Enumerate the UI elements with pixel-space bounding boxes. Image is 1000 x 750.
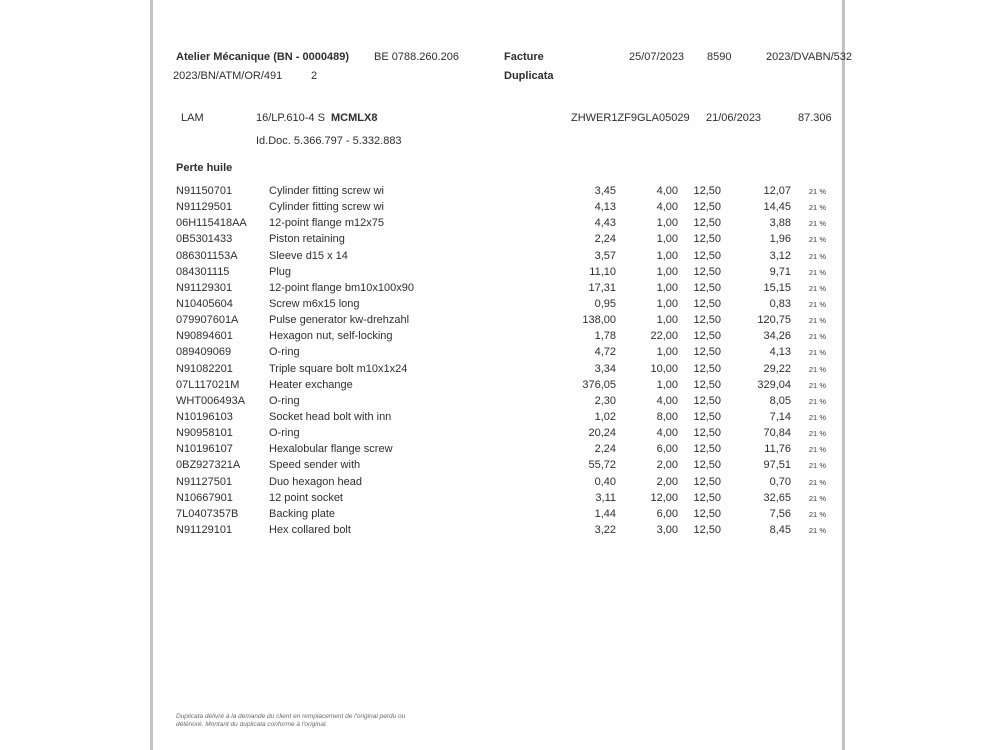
table-row xyxy=(176,361,826,377)
cell-part: N10196103 xyxy=(176,410,233,423)
cell-qty: 1,00 xyxy=(656,314,678,327)
cell-qty: 4,00 xyxy=(656,427,678,440)
cell-price: 4,43 xyxy=(594,217,616,230)
cell-rate: 12,50 xyxy=(693,427,721,440)
cell-rate: 12,50 xyxy=(693,281,721,294)
cell-price: 3,57 xyxy=(594,249,616,262)
cell-rate: 12,50 xyxy=(693,523,721,536)
cell-desc: Hex collared bolt xyxy=(269,523,351,536)
cell-vat: 21 % xyxy=(808,299,826,309)
cell-total: 12,07 xyxy=(763,185,791,197)
cell-price: 376,05 xyxy=(582,378,616,391)
vat-number: BE 0788.260.206 xyxy=(374,51,460,63)
cell-qty: 4,00 xyxy=(656,201,678,214)
cell-desc: Cylinder fitting screw wi xyxy=(269,185,384,197)
cell-part: 7L0407357B xyxy=(176,507,239,520)
company-name: Atelier Mécanique (BN - 0000489) xyxy=(176,51,350,63)
cell-rate: 12,50 xyxy=(693,443,721,456)
cell-total: 8,05 xyxy=(769,394,791,407)
cell-price: 3,45 xyxy=(594,185,616,197)
cell-total: 9,71 xyxy=(769,265,791,278)
cell-total: 7,14 xyxy=(769,410,791,423)
cell-desc: Backing plate xyxy=(269,507,336,520)
cell-total: 0,83 xyxy=(769,297,791,310)
cell-desc: 12-point flange bm10x100x90 xyxy=(269,281,414,294)
parts-table xyxy=(176,183,826,538)
table-row xyxy=(176,474,826,490)
cell-part: N10405604 xyxy=(176,297,233,310)
cell-vat: 21 % xyxy=(808,235,826,245)
table-row xyxy=(176,344,826,360)
cell-part: 0BZ927321A xyxy=(176,459,241,472)
cell-desc: Plug xyxy=(269,265,292,278)
cell-qty: 4,00 xyxy=(656,394,678,407)
cell-vat: 21 % xyxy=(808,348,826,358)
cell-price: 1,02 xyxy=(594,410,616,423)
cell-rate: 12,50 xyxy=(693,410,721,423)
cell-total: 120,75 xyxy=(757,314,791,327)
cell-price: 20,24 xyxy=(588,427,616,440)
cell-desc: O-ring xyxy=(269,427,300,440)
cell-part: 079907601A xyxy=(176,314,239,327)
cell-qty: 2,00 xyxy=(656,475,678,488)
cell-part: N91129101 xyxy=(176,523,233,536)
cell-rate: 12,50 xyxy=(693,233,721,246)
table-row xyxy=(176,264,826,280)
cell-rate: 12,50 xyxy=(693,459,721,472)
table-row xyxy=(176,425,826,441)
table-row xyxy=(176,248,826,264)
cell-desc: Piston retaining xyxy=(269,233,345,246)
cell-price: 138,00 xyxy=(582,314,616,327)
cell-part: N91150701 xyxy=(176,185,233,197)
table-row xyxy=(176,377,826,393)
cell-total: 70,84 xyxy=(763,427,791,440)
cell-price: 17,31 xyxy=(588,281,616,294)
vehicle-mileage: 87.306 xyxy=(798,112,832,124)
cell-rate: 12,50 xyxy=(693,362,721,375)
cell-total: 329,04 xyxy=(757,378,791,391)
cell-price: 2,24 xyxy=(594,443,616,456)
cell-desc: Triple square bolt m10x1x24 xyxy=(269,362,408,375)
invoice-number: 8590 xyxy=(707,51,732,63)
cell-vat: 21 % xyxy=(808,364,826,374)
cell-vat: 21 % xyxy=(808,461,826,471)
table-row xyxy=(176,490,826,506)
cell-desc: Heater exchange xyxy=(269,378,353,391)
table-row xyxy=(176,231,826,247)
cell-vat: 21 % xyxy=(808,412,826,422)
table-row xyxy=(176,199,826,215)
cell-vat: 21 % xyxy=(808,283,826,293)
cell-rate: 12,50 xyxy=(693,394,721,407)
duplicate-notice xyxy=(176,713,405,729)
cell-total: 14,45 xyxy=(763,201,791,214)
cell-price: 55,72 xyxy=(588,459,616,472)
cell-desc: Hexalobular flange screw xyxy=(269,443,393,456)
cell-price: 1,44 xyxy=(594,507,616,520)
cell-qty: 10,00 xyxy=(650,362,678,375)
duplicate-notice-line1: Duplicata délivré à la demande du client en remplacement de l'original perdu ou xyxy=(176,713,406,720)
cell-total: 7,56 xyxy=(769,507,791,520)
cell-total: 3,12 xyxy=(769,249,791,262)
cell-vat: 21 % xyxy=(808,203,826,213)
table-row xyxy=(176,409,826,425)
cell-part: N91129301 xyxy=(176,281,233,294)
id-doc: Id.Doc. 5.366.797 - 5.332.883 xyxy=(256,135,402,147)
cell-part: N91127501 xyxy=(176,475,233,488)
cell-total: 15,15 xyxy=(763,281,791,294)
table-row xyxy=(176,183,826,199)
cell-qty: 1,00 xyxy=(656,233,678,246)
invoice-date: 25/07/2023 xyxy=(629,51,685,63)
table-row xyxy=(176,296,826,312)
cell-rate: 12,50 xyxy=(693,249,721,262)
cell-price: 2,30 xyxy=(594,394,616,407)
cell-part: N90894601 xyxy=(176,330,233,343)
cell-total: 3,88 xyxy=(769,217,791,230)
cell-total: 8,45 xyxy=(769,523,791,536)
table-row xyxy=(176,457,826,473)
cell-part: N91129501 xyxy=(176,201,233,214)
cell-qty: 1,00 xyxy=(656,378,678,391)
cell-vat: 21 % xyxy=(808,251,826,261)
cell-desc: 12-point flange m12x75 xyxy=(269,217,384,230)
cell-rate: 12,50 xyxy=(693,346,721,359)
cell-vat: 21 % xyxy=(808,187,826,196)
cell-rate: 12,50 xyxy=(693,185,721,197)
cell-price: 0,40 xyxy=(594,475,616,488)
table-row xyxy=(176,441,826,457)
cell-part: N10667901 xyxy=(176,491,233,504)
vehicle-code2: 16/LP.610-4 S xyxy=(256,112,325,124)
duplicate-notice-line2: détérioré. Montant du duplicata conforme à l'original. xyxy=(176,721,328,728)
cell-rate: 12,50 xyxy=(693,217,721,230)
cell-total: 29,22 xyxy=(763,362,791,375)
cell-total: 11,76 xyxy=(764,443,791,456)
cell-rate: 12,50 xyxy=(693,507,721,520)
doc-type-label: Facture xyxy=(504,51,544,63)
vehicle-vin: ZHWER1ZF9GLA05029 xyxy=(571,112,690,124)
table-row xyxy=(176,506,826,522)
cell-total: 32,65 xyxy=(763,491,791,504)
invoice-ref: 2023/DVABN/532 xyxy=(766,51,853,63)
vehicle-date: 21/06/2023 xyxy=(706,112,762,124)
cell-vat: 21 % xyxy=(808,380,826,390)
table-row xyxy=(176,215,826,231)
cell-price: 1,78 xyxy=(594,330,616,343)
cell-part: 089409069 xyxy=(176,346,232,359)
cell-vat: 21 % xyxy=(808,445,826,455)
parts-table-body xyxy=(176,183,826,538)
cell-qty: 6,00 xyxy=(656,507,678,520)
cell-price: 3,22 xyxy=(594,523,616,536)
cell-qty: 4,00 xyxy=(656,185,678,197)
table-row xyxy=(176,280,826,296)
table-row xyxy=(176,522,826,538)
cell-total: 0,70 xyxy=(769,475,791,488)
cell-part: 086301153A xyxy=(176,249,238,262)
cell-desc: 12 point socket xyxy=(269,491,343,504)
cell-price: 4,72 xyxy=(594,346,616,359)
cell-qty: 1,00 xyxy=(656,281,678,294)
cell-vat: 21 % xyxy=(808,396,826,406)
vehicle-code1: LAM xyxy=(181,112,204,124)
cell-rate: 12,50 xyxy=(693,491,721,504)
cell-part: 06H115418AA xyxy=(176,217,247,230)
table-row xyxy=(176,393,826,409)
section-title: Perte huile xyxy=(176,162,233,174)
cell-price: 3,34 xyxy=(594,362,616,375)
cell-part: N90958101 xyxy=(176,427,233,440)
cell-vat: 21 % xyxy=(808,316,826,326)
cell-qty: 8,00 xyxy=(656,410,678,423)
cell-price: 11,10 xyxy=(589,265,616,278)
cell-vat: 21 % xyxy=(808,332,826,342)
cell-rate: 12,50 xyxy=(693,378,721,391)
cell-desc: O-ring xyxy=(269,346,300,359)
cell-qty: 1,00 xyxy=(656,346,678,359)
cell-desc: Cylinder fitting screw wi xyxy=(269,201,384,214)
table-row xyxy=(176,328,826,344)
page-number: 2 xyxy=(311,70,318,82)
cell-rate: 12,50 xyxy=(693,201,721,214)
cell-vat: 21 % xyxy=(808,509,826,519)
doc-subtype-label: Duplicata xyxy=(504,70,554,82)
cell-part: WHT006493A xyxy=(176,394,246,407)
cell-part: 07L117021M xyxy=(176,378,240,391)
cell-vat: 21 % xyxy=(808,525,826,535)
cell-rate: 12,50 xyxy=(693,314,721,327)
cell-price: 3,11 xyxy=(595,491,616,504)
cell-qty: 22,00 xyxy=(650,330,678,343)
cell-qty: 12,00 xyxy=(650,491,678,504)
cell-part: 084301115 xyxy=(176,265,230,278)
cell-vat: 21 % xyxy=(808,493,826,503)
cell-qty: 1,00 xyxy=(656,217,678,230)
cell-part: 0B5301433 xyxy=(176,233,233,246)
order-ref: 2023/BN/ATM/OR/491 xyxy=(173,70,283,82)
cell-total: 97,51 xyxy=(763,459,791,472)
vehicle-model: MCMLX8 xyxy=(331,112,378,124)
cell-qty: 1,00 xyxy=(656,249,678,262)
cell-total: 1,96 xyxy=(769,233,791,246)
cell-total: 4,13 xyxy=(769,346,791,359)
cell-rate: 12,50 xyxy=(693,475,721,488)
cell-qty: 2,00 xyxy=(656,459,678,472)
cell-price: 0,95 xyxy=(594,297,616,310)
cell-total: 34,26 xyxy=(763,330,791,343)
cell-desc: Socket head bolt with inn xyxy=(269,410,392,423)
cell-rate: 12,50 xyxy=(693,265,721,278)
cell-desc: Hexagon nut, self-locking xyxy=(269,330,393,343)
cell-desc: Pulse generator kw-drehzahl xyxy=(269,314,410,327)
cell-rate: 12,50 xyxy=(693,297,721,310)
cell-qty: 1,00 xyxy=(656,265,678,278)
cell-desc: Screw m6x15 long xyxy=(269,297,360,310)
cell-qty: 3,00 xyxy=(656,523,678,536)
cell-qty: 1,00 xyxy=(656,297,678,310)
invoice-page xyxy=(150,0,853,750)
cell-vat: 21 % xyxy=(808,267,826,277)
cell-desc: O-ring xyxy=(269,394,300,407)
cell-vat: 21 % xyxy=(808,477,826,487)
cell-desc: Duo hexagon head xyxy=(269,475,362,488)
cell-price: 2,24 xyxy=(594,233,616,246)
cell-price: 4,13 xyxy=(594,201,616,214)
cell-desc: Speed sender with xyxy=(269,459,361,472)
cell-vat: 21 % xyxy=(808,429,826,439)
cell-desc: Sleeve d15 x 14 xyxy=(269,249,348,262)
cell-part: N91082201 xyxy=(176,362,233,375)
cell-vat: 21 % xyxy=(808,219,826,229)
cell-qty: 6,00 xyxy=(656,443,678,456)
cell-rate: 12,50 xyxy=(693,330,721,343)
table-row xyxy=(176,312,826,328)
cell-part: N10196107 xyxy=(176,443,233,456)
